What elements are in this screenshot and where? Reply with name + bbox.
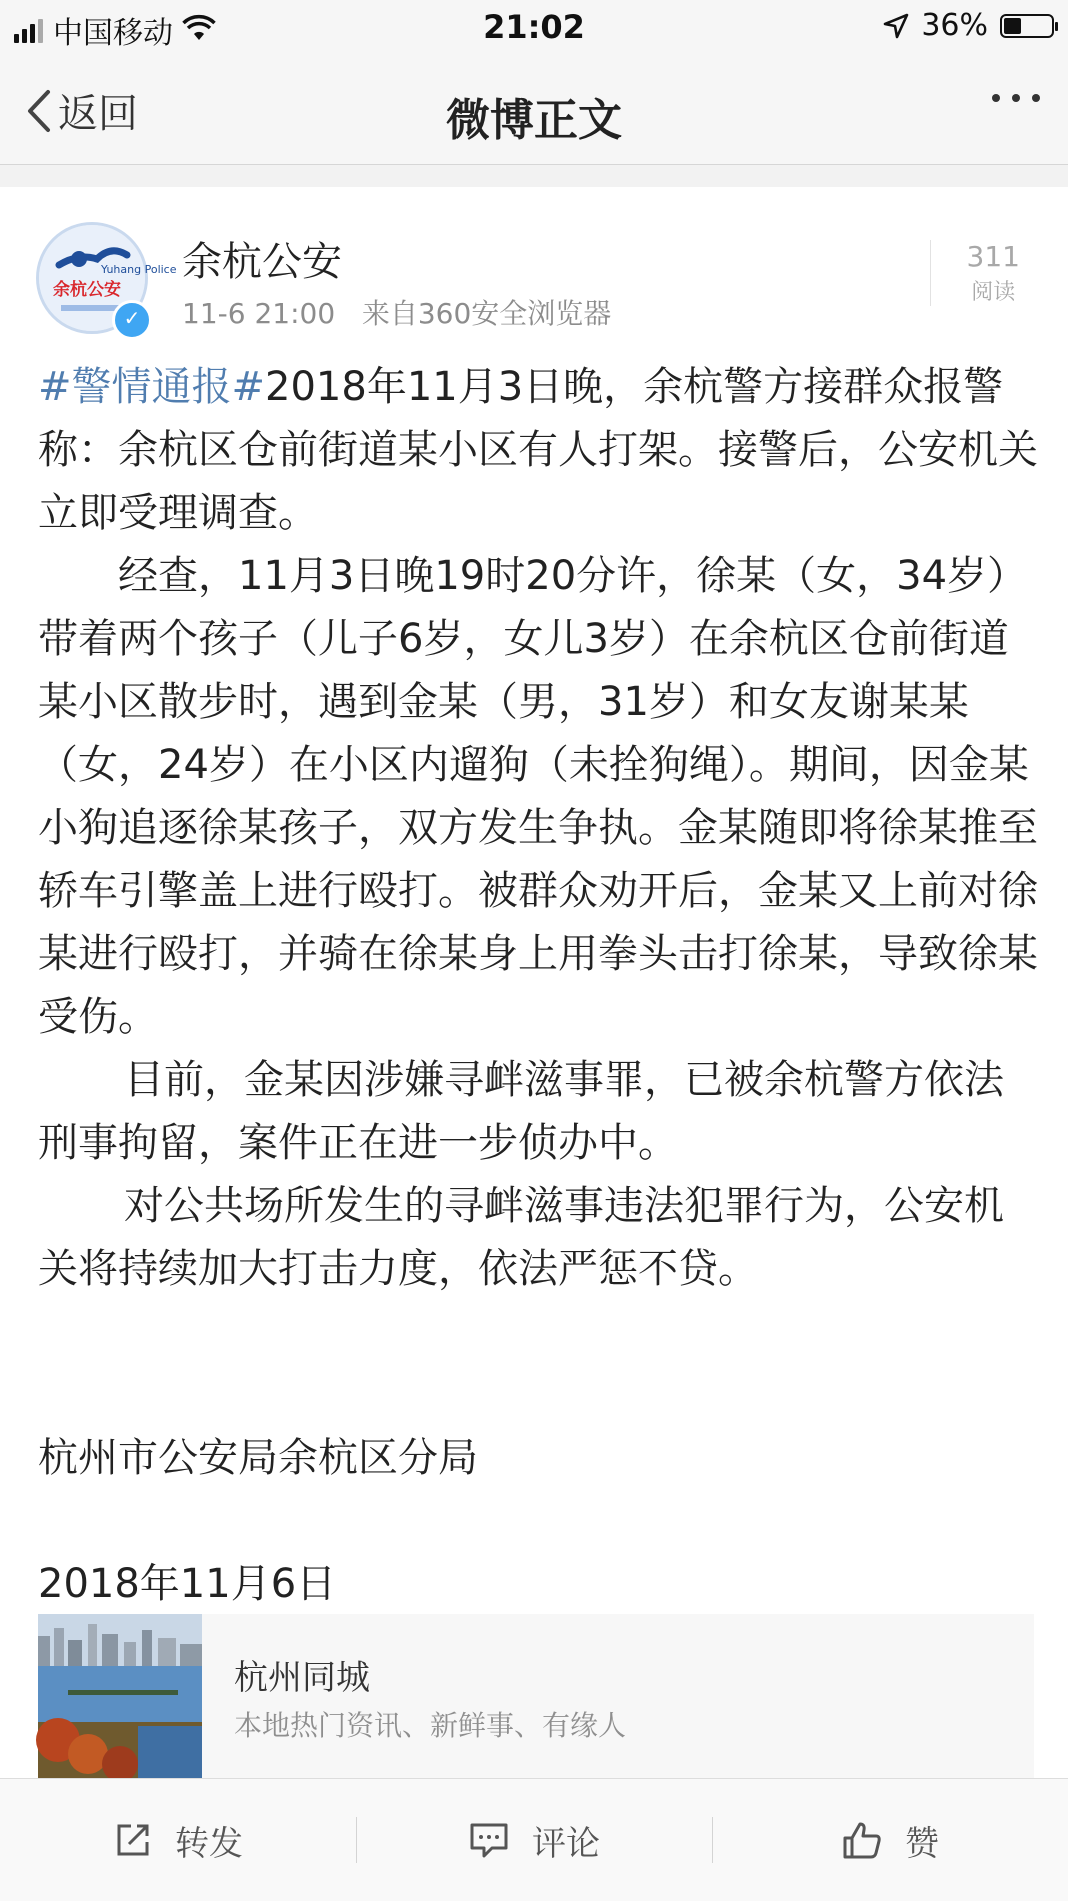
- status-right: [883, 8, 1054, 43]
- card-title: 杭州同城: [234, 1658, 370, 1698]
- post-meta: [182, 292, 611, 332]
- repost-button[interactable]: [0, 1779, 356, 1901]
- status-bar: [0, 0, 1068, 52]
- location-arrow-icon: [883, 13, 909, 39]
- logo-text-cn: 余杭公安: [53, 280, 121, 300]
- like-button[interactable]: [712, 1779, 1068, 1901]
- author-name[interactable]: 余杭公安: [182, 239, 342, 285]
- card-thumbnail: [38, 1614, 202, 1778]
- repost-label: 转发: [175, 1823, 243, 1864]
- nav-bar: [0, 52, 1068, 165]
- comment-label: 评论: [532, 1823, 600, 1864]
- page-title: 微博正文: [446, 95, 622, 146]
- comment-icon: [468, 1820, 510, 1860]
- battery-percent: 36%: [921, 8, 988, 43]
- paragraph-4: 对公共场所发生的寻衅滋事违法犯罪行为，公安机关将持续加大打击力度，依法严惩不贷。: [38, 1183, 1004, 1292]
- verified-badge-icon: ✓: [112, 300, 152, 340]
- logo-text-en: Yuhang Police: [101, 263, 177, 276]
- like-label: 赞: [905, 1823, 939, 1864]
- bottom-toolbar: [0, 1778, 1068, 1901]
- share-icon: [113, 1820, 153, 1860]
- read-count-label: 阅读: [971, 280, 1016, 305]
- carrier-name: 中国移动: [53, 16, 173, 51]
- paragraph-1-text: 2018年11月3日晚，余杭警方接群众报警称：余杭区仓前街道某小区有人打架。接警后，公安机关立即受理调查。: [38, 364, 1038, 536]
- post-time: 11-6 21:00: [182, 297, 336, 330]
- clock: 21:02: [483, 8, 585, 46]
- section-divider: [0, 165, 1068, 187]
- thumbs-up-icon: [841, 1820, 883, 1860]
- paragraph-3: 目前，金某因涉嫌寻衅滋事罪，已被余杭警方依法刑事拘留，案件正在进一步侦办中。: [38, 1057, 1004, 1166]
- back-label: 返回: [58, 91, 138, 137]
- battery-fill: [1004, 18, 1021, 34]
- hashtag-link[interactable]: #警情通报#: [38, 364, 266, 410]
- signature: 杭州市公安局余杭区分局: [38, 1435, 478, 1481]
- more-button[interactable]: [992, 94, 1040, 102]
- paragraph-1: [38, 356, 1038, 545]
- link-card[interactable]: [38, 1614, 1034, 1778]
- read-count-value: 311: [966, 240, 1020, 273]
- post-date: 2018年11月6日: [38, 1561, 337, 1607]
- post-body: [38, 356, 1038, 1616]
- paragraph-2: 经查，11月3日晚19时20分许，徐某（女，34岁）带着两个孩子（儿子6岁，女儿3岁）在余杭区仓前街道某小区散步时，遇到金某（男，31岁）和女友谢某某（女，24岁）在小区内遛狗（未拴狗绳）。期间，因金某小狗追逐徐某孩子，双方发生争执。金某随即将徐某推至轿车引擎盖上进行殴打。被群众劝开后，金某又上前对徐某进行殴打，并骑在徐某身上用拳头击打徐某，导致徐某受伤。: [38, 553, 1038, 1040]
- comment-button[interactable]: [356, 1779, 712, 1901]
- battery-icon: [1000, 14, 1054, 38]
- post-source: 来自360安全浏览器: [361, 297, 612, 330]
- card-subtitle: 本地热门资讯、新鲜事、有缘人: [234, 1709, 627, 1742]
- read-count: [930, 240, 1020, 306]
